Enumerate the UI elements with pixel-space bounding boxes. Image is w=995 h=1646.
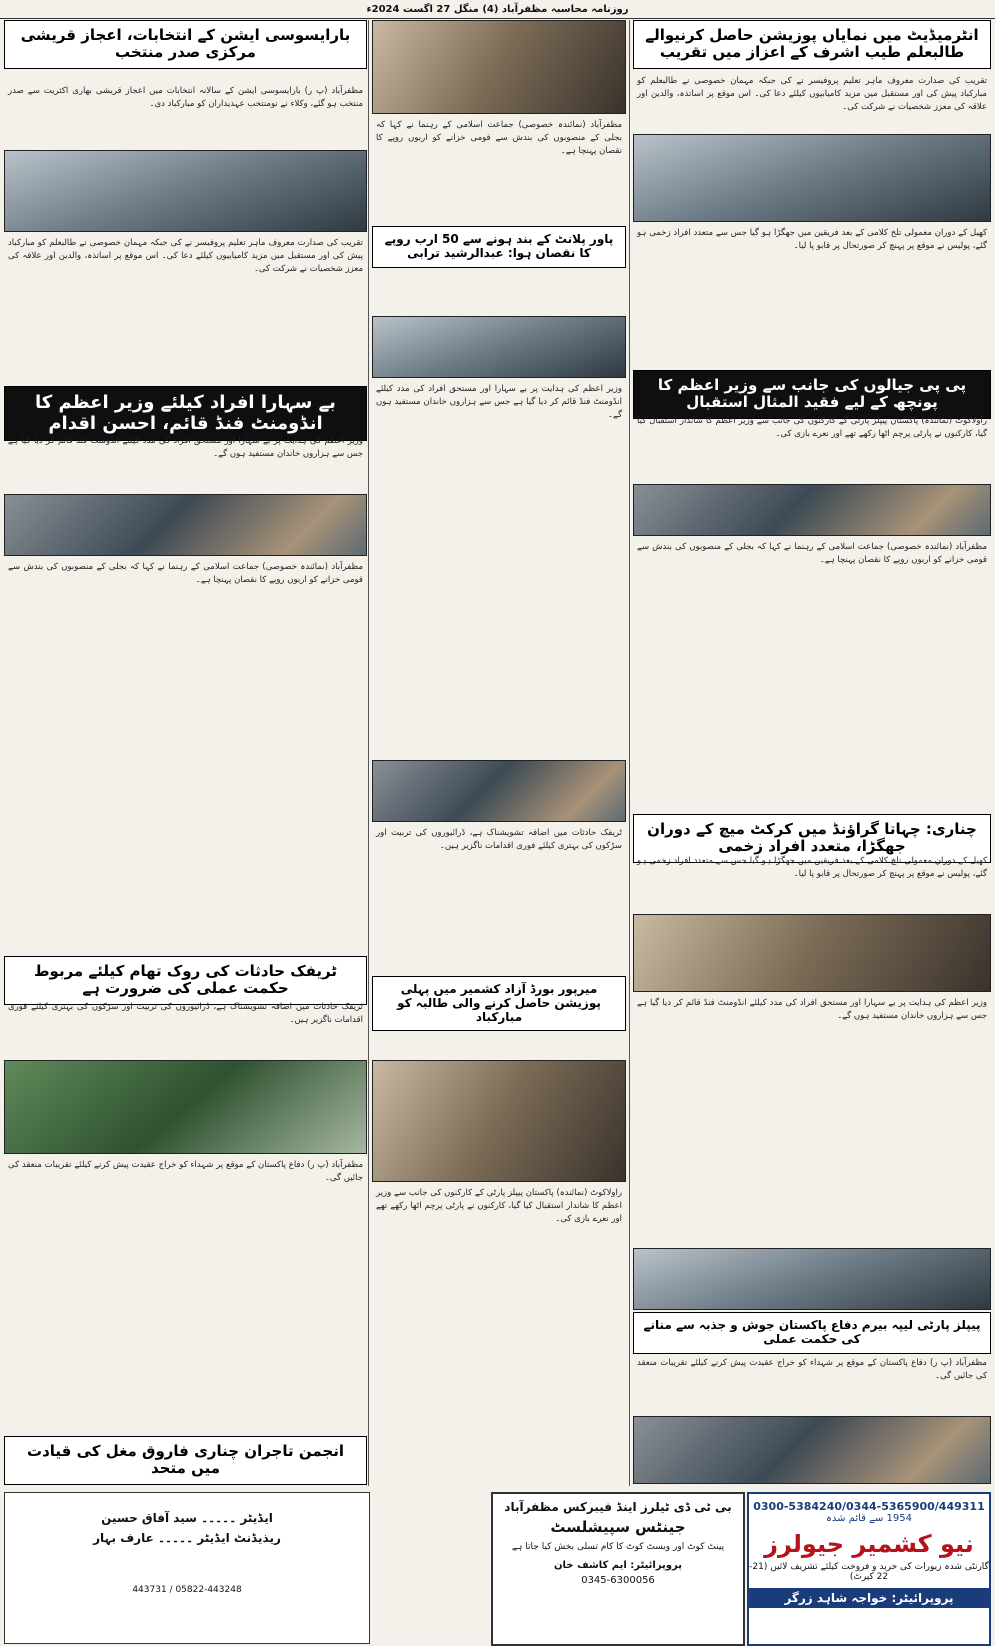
photo-road xyxy=(633,914,991,992)
body-m-filler2: وزیر اعظم کی ہدایت پر بے سہارا اور مستحق افراد کی مدد کیلئے انڈومنٹ فنڈ قائم کر دیا گیا ہے جس سے ہزاروں خاندان مستفید ہوں گے۔ xyxy=(376,384,622,421)
right-column xyxy=(633,20,991,1646)
ad-editor-box xyxy=(4,1492,370,1644)
photo-ribbon xyxy=(372,20,626,114)
article-l2 xyxy=(4,386,367,434)
headline-r1: انٹرمیڈیٹ میں نمایاں پوزیشن حاصل کرنیوالے طالبعلم طیب اشرف کے اعزاز میں تقریب xyxy=(633,20,991,69)
article-r4-body xyxy=(633,1354,991,1414)
photo-ceremony xyxy=(633,134,991,222)
body-l1: مظفرآباد (پ ر) بارایسوسی ایشن کے سالانہ انتخابات میں اعجاز قریشی بھاری اکثریت سے صدر منتخب ہو گئے، وکلاء نے نومنتخب عہدیداران کو مبارکباد دی۔ xyxy=(8,86,363,110)
article-l3-body xyxy=(4,998,367,1058)
body-r1: تقریب کی صدارت معروف ماہر تعلیم پروفیسر نے کی جبکہ مہمان خصوصی نے طالبعلم کو مبارکباد پیش کی اور مستقبل میں مزید کامیابیوں کیلئے دعا کی۔ اس موقع پر اساتذہ، والدین اور علاقہ کی معزز شخصیات نے شرکت کی۔ xyxy=(637,76,987,113)
photo-meeting xyxy=(372,316,626,378)
body-m-filler4: راولاکوٹ (نمائندہ) پاکستان پیپلز پارٹی کے کارکنوں کی جانب سے وزیر اعظم کا شاندار استقبال کیا گیا، کارکنوں نے پارٹی پرچم اٹھا رکھے تھے اور نعرے بازی کی۔ xyxy=(376,1188,622,1225)
body-m-filler: مظفرآباد (نمائندہ خصوصی) جماعت اسلامی کے رہنما نے کہا کہ بجلی کے منصوبوں کی بندش سے قومی خزانے کو اربوں روپے کا نقصان پہنچا ہے۔ xyxy=(376,120,622,157)
body-l-filler: تقریب کی صدارت معروف ماہر تعلیم پروفیسر نے کی جبکہ مہمان خصوصی نے طالبعلم کو مبارکباد پیش کی اور مستقبل میں مزید کامیابیوں کیلئے دعا کی۔ اس موقع پر اساتذہ، والدین اور علاقہ کی معزز شخصیات نے شرکت کی۔ xyxy=(8,238,363,275)
article-r2-body xyxy=(633,412,991,482)
headline-m1: پاور پلانٹ کے بند ہونے سے 50 ارب روپے کا نقصان ہوا: عبدالرشید ترابی xyxy=(372,226,626,268)
ads-strip xyxy=(4,1492,991,1642)
ad-jewellers-name: نیو کشمیر جیولرز xyxy=(764,1530,974,1558)
article-r3 xyxy=(633,814,991,856)
headline-r2: پی پی جیالوں کی جانب سے وزیر اعظم کا پونچھ کے لیے فقید المثال استقبال xyxy=(633,370,991,419)
ad-jewellers-phones: 0300-5384240/0344-5365900/449311 xyxy=(753,1500,985,1513)
masthead xyxy=(0,0,995,19)
filler-text-m3 xyxy=(372,824,626,974)
filler-text-l xyxy=(4,234,367,384)
body-l-filler2: مظفرآباد (نمائندہ خصوصی) جماعت اسلامی کے رہنما نے کہا کہ بجلی کے منصوبوں کی بندش سے قومی خزانے کو اربوں روپے کا نقصان پہنچا ہے۔ xyxy=(8,562,363,586)
ad-tailors-specialist: جینٹس سپیشلسٹ xyxy=(550,1518,686,1536)
photo-speakers xyxy=(633,1248,991,1310)
body-r2: راولاکوٹ (نمائندہ) پاکستان پیپلز پارٹی کے کارکنوں کی جانب سے وزیر اعظم کا شاندار استقبال کیا گیا، کارکنوں نے پارٹی پرچم اٹھا رکھے تھے اور نعرے بازی کی۔ xyxy=(637,416,987,440)
article-l4 xyxy=(4,1436,367,1476)
left-column xyxy=(4,20,367,1646)
article-m2 xyxy=(372,976,626,1024)
ad-jewellers-since: 1954 سے قائم شدہ xyxy=(826,1513,912,1524)
filler-text-m4 xyxy=(372,1184,626,1434)
headline-m2: میرپور بورڈ آزاد کشمیر میں پہلی پوزیشن حاصل کرنے والی طالبہ کو مبارکباد xyxy=(372,976,626,1031)
resident-editor-name: ریذیڈنٹ ایڈیٹر ۔۔۔۔۔ عارف بہار xyxy=(93,1531,281,1545)
photo-reception xyxy=(633,484,991,536)
column-divider xyxy=(368,20,369,1486)
ad-jewellers-owner: پروپرائیٹر: خواجہ شاہد زرگر xyxy=(749,1588,989,1608)
body-r-filler: کھیل کے دوران معمولی تلخ کلامی کے بعد فریقین میں جھگڑا ہو گیا جس سے متعدد افراد زخمی ہو گئے، پولیس نے موقع پر پہنچ کر صورتحال پر قابو پا لیا۔ xyxy=(637,228,987,252)
filler-text-l3 xyxy=(4,1156,367,1386)
headline-l4: انجمن تاجران چناری فاروق مغل کی قیادت میں متحد xyxy=(4,1436,367,1485)
filler-text-m2 xyxy=(372,380,626,570)
headline-r3: چناری: چہاتا گراؤنڈ میں کرکٹ میچ کے دوران جھگڑا، متعدد افراد زخمی xyxy=(633,814,991,863)
ad-tailors-desc: پینٹ کوٹ اور ویسٹ کوٹ کا کام تسلی بخش کیا جاتا ہے xyxy=(511,1542,725,1552)
article-l2-body xyxy=(4,432,367,492)
article-r4 xyxy=(633,1312,991,1352)
masthead-text: روزنامہ محاسبہ مظفرآباد (4) منگل 27 اگست 2024ء xyxy=(366,3,629,15)
ad-jewellers xyxy=(747,1492,991,1646)
body-r-filler3: وزیر اعظم کی ہدایت پر بے سہارا اور مستحق افراد کی مدد کیلئے انڈومنٹ فنڈ قائم کر دیا گیا ہے جس سے ہزاروں خاندان مستفید ہوں گے۔ xyxy=(637,998,987,1022)
ad-tailors-phone: 0345-6300056 xyxy=(581,1575,655,1586)
middle-column xyxy=(372,20,626,1646)
editor-phones: 05822-443248 / 443731 xyxy=(132,1585,242,1595)
body-l3: ٹریفک حادثات میں اضافہ تشویشناک ہے، ڈرائیوروں کی تربیت اور سڑکوں کی بہتری کیلئے فوری اقدامات ناگزیر ہیں۔ xyxy=(8,1002,363,1026)
body-l2: وزیر اعظم کی ہدایت پر بے سہارا اور مستحق افراد کی مدد کیلئے انڈومنٹ فنڈ قائم کر دیا گیا ہے جس سے ہزاروں خاندان مستفید ہوں گے۔ xyxy=(8,436,363,460)
body-m-filler3: ٹریفک حادثات میں اضافہ تشویشناک ہے، ڈرائیوروں کی تربیت اور سڑکوں کی بہتری کیلئے فوری اقدامات ناگزیر ہیں۔ xyxy=(376,828,622,852)
photo-party xyxy=(633,1416,991,1484)
article-l3 xyxy=(4,956,367,996)
photo-hillside xyxy=(4,1060,367,1154)
ad-tailors xyxy=(491,1492,745,1646)
editor-name: ایڈیٹر ۔۔۔۔۔ سید آفاق حسین xyxy=(101,1511,273,1525)
headline-l1: بارایسوسی ایشن کے انتخابات، اعجاز قریشی مرکزی صدر منتخب xyxy=(4,20,367,69)
photo-bar-council xyxy=(4,150,367,232)
ad-jewellers-line: گارنٹی شدہ زیورات کی خرید و فروخت کیلئے تشریف لائیں (21-22 کیرٹ) xyxy=(749,1562,989,1582)
body-r4: مظفرآباد (پ ر) دفاع پاکستان کے موقع پر شہداء کو خراج عقیدت پیش کرنے کیلئے تقریبات منعقد کی جائیں گی۔ xyxy=(637,1358,987,1382)
headline-l2: بے سہارا افراد کیلئے وزیر اعظم کا انڈومنٹ فنڈ قائم، احسن اقدام xyxy=(4,386,367,441)
article-r1 xyxy=(633,20,991,70)
headline-r4: پیپلز پارٹی لیپہ بیرم دفاع پاکستان جوش و جذبہ سے منانے کی حکمت عملی xyxy=(633,1312,991,1354)
ad-tailors-title: بی ٹی ڈی ٹیلرز اینڈ فیبرکس مظفرآباد xyxy=(504,1500,732,1514)
filler-text-r2 xyxy=(633,538,991,808)
article-l1-body xyxy=(4,82,367,148)
body-r-filler2: مظفرآباد (نمائندہ خصوصی) جماعت اسلامی کے رہنما نے کہا کہ بجلی کے منصوبوں کی بندش سے قومی خزانے کو اربوں روپے کا نقصان پہنچا ہے۔ xyxy=(637,542,987,566)
ad-tailors-owner: پروپرائیٹر: ایم کاشف خان xyxy=(553,1560,682,1571)
body-r3: کھیل کے دوران معمولی تلخ کلامی کے بعد فریقین میں جھگڑا ہو گیا جس سے متعدد افراد زخمی ہو گئے، پولیس نے موقع پر پہنچ کر صورتحال پر قابو پا لیا۔ xyxy=(637,856,987,880)
article-m1 xyxy=(372,226,626,262)
headline-l3: ٹریفک حادثات کی روک تھام کیلئے مربوط حکمت عملی کی ضرورت ہے xyxy=(4,956,367,1005)
filler-text-r xyxy=(633,224,991,364)
filler-text-m xyxy=(372,116,626,296)
column-divider xyxy=(629,20,630,1486)
photo-fund xyxy=(4,494,367,556)
body-l-filler3: مظفرآباد (پ ر) دفاع پاکستان کے موقع پر شہداء کو خراج عقیدت پیش کرنے کیلئے تقریبات منعقد کی جائیں گی۔ xyxy=(8,1160,363,1184)
article-r3-body xyxy=(633,852,991,912)
photo-group xyxy=(372,760,626,822)
photo-portrait xyxy=(372,1060,626,1182)
filler-text-r3 xyxy=(633,994,991,1244)
filler-text-l2 xyxy=(4,558,367,848)
article-l1 xyxy=(4,20,367,80)
article-r2 xyxy=(633,370,991,410)
article-r1-body xyxy=(633,72,991,132)
